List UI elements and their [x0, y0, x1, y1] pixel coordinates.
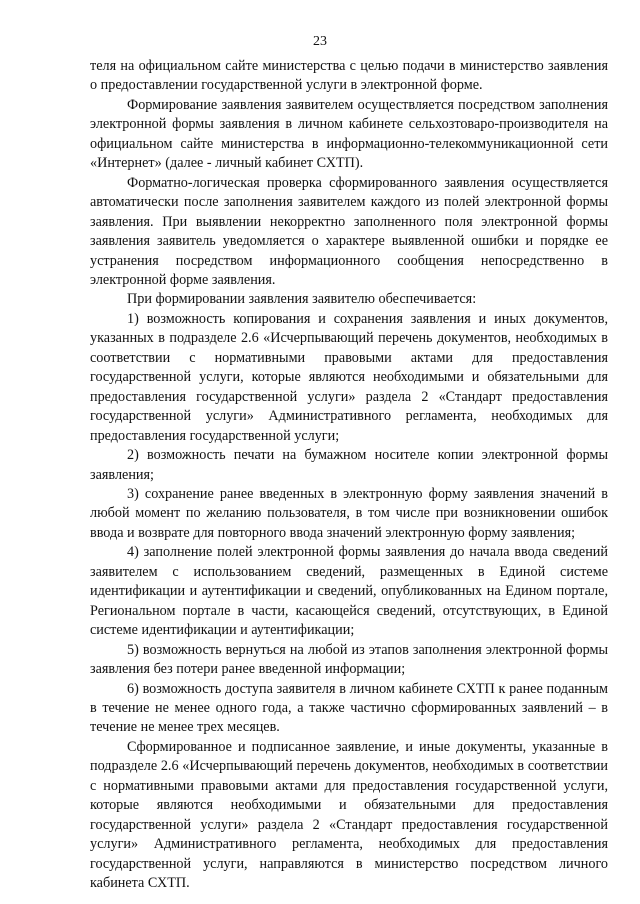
list-item-5: 5) возможность вернуться на любой из этапов заполнения электронной формы заявления без потери ранее введенной информации;	[90, 641, 608, 678]
list-item-3: 3) сохранение ранее введенных в электронную форму заявления значений в любой момент по желанию пользователя, в том числе при возникновении ошибок ввода и возврате для повторного ввода значений электронную форму заявления;	[90, 485, 608, 541]
document-body	[90, 57, 608, 893]
paragraph-provisions-intro: При формировании заявления заявителю обеспечивается:	[127, 291, 477, 308]
paragraph-continuation: теля на официальном сайте министерства с целью подачи в министерство заявления о предоставлении государственной услуги в электронной форме.	[90, 58, 608, 94]
list-item-2: 2) возможность печати на бумажном носителе копии электронной формы заявления;	[90, 447, 608, 483]
page-number: 23	[313, 34, 327, 49]
list-item-6: 6) возможность доступа заявителя в личном кабинете СХТП к ранее поданным в течение не менее одного года, а также частично сформированных заявлений – в течение не менее трех месяцев.	[90, 680, 608, 736]
paragraph-format-check: Форматно-логическая проверка сформированного заявления осуществляется автоматически после заполнения заявителем каждого из полей электронной формы заявления. При выявлении некорректно заполненного поля электронной формы заявления заявитель уведомляется о характере выявленной ошибки и порядке ее устранения посредством информационного сообщения непосредственно в электронной форме заявления.	[90, 174, 608, 288]
list-item-4: 4) заполнение полей электронной формы заявления до начала ввода сведений заявителем с использованием сведений, размещенных в Единой системе идентификации и аутентификации и сведений, опубликованных на Едином портале, Региональном портале в части, касающейся сведений, отсутствующих, в Единой системе идентификации и аутентификации;	[90, 544, 608, 639]
list-item-1: 1) возможность копирования и сохранения заявления и иных документов, указанных в подразделе 2.6 «Исчерпывающий перечень документов, необходимых в соответствии с нормативными правовыми актами для предоставления государственной услуги, которые являются необходимыми и обязательными для предоставления государственной услуги» раздела 2 «Стандарт предоставления государственной услуги» Административного регламента, необходимых для предоставления государственной услуги;	[90, 310, 608, 444]
paragraph-application-forming: Формирование заявления заявителем осуществляется посредством заполнения электронной формы заявления в личном кабинете сельхозтоваро-производителя на официальном сайте министерства в информационно-телекоммуникационной сети «Интернет» (далее - личный кабинет СХТП).	[90, 96, 608, 172]
paragraph-submission: Сформированное и подписанное заявление, и иные документы, указанные в подразделе 2.6 «Исчерпывающий перечень документов, необходимых в соответствии с нормативными правовыми актами для предоставления государственной услуги, которые являются необходимыми и обязательными для предоставления государственной услуги» раздела 2 «Стандарт предоставления государственной услуги» Административного регламента, необходимых для предоставления государственной услуги, направляются в министерство посредством личного кабинета СХТП.	[90, 738, 608, 892]
